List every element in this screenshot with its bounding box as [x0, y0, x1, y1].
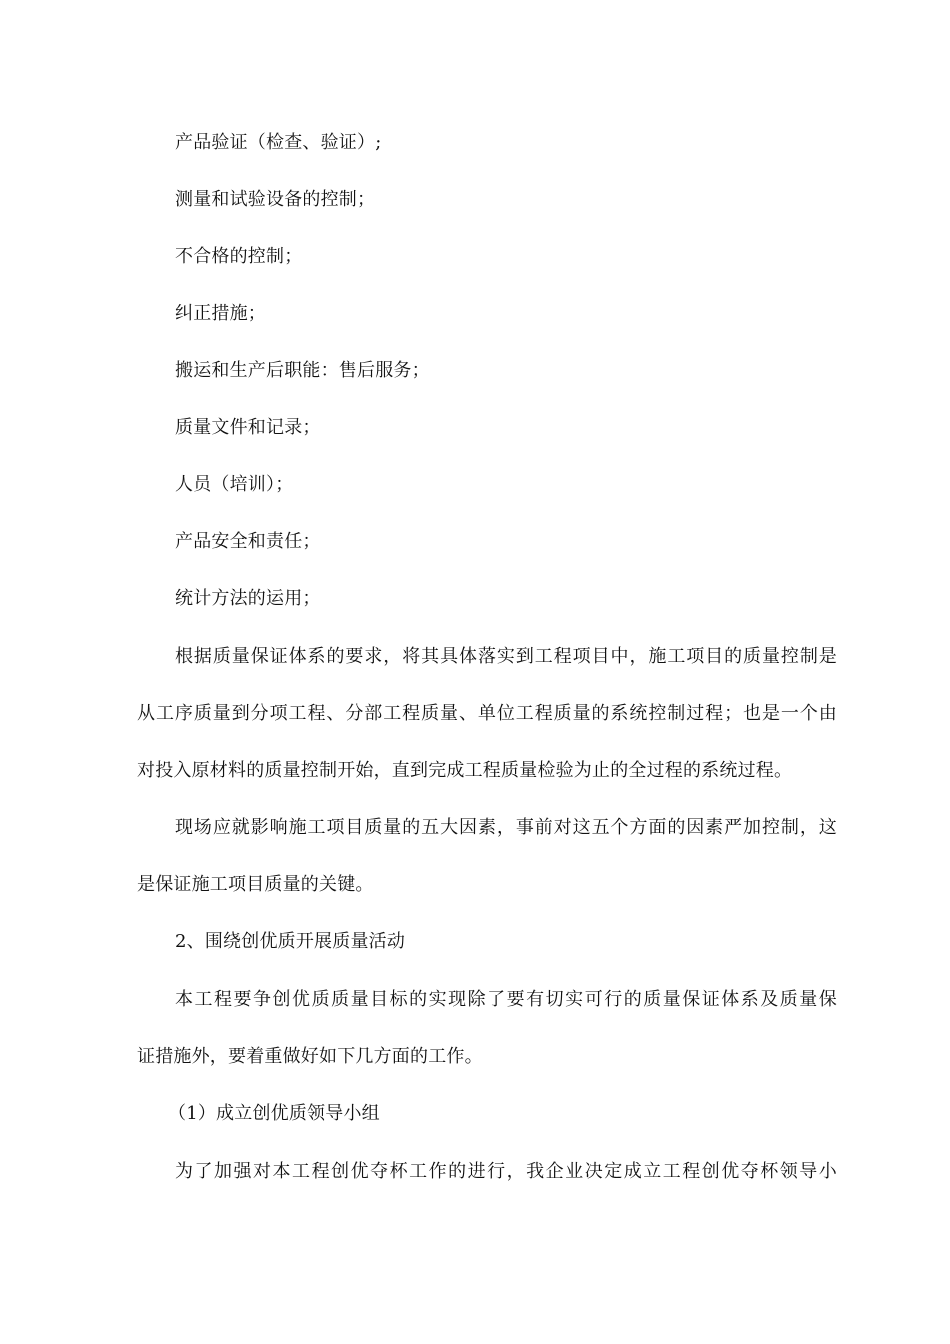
list-item: 质量文件和记录；: [175, 417, 321, 438]
list-item: 搬运和生产后职能：售后服务；: [175, 360, 430, 381]
list-item: 统计方法的运用；: [175, 588, 321, 609]
subsection-heading: （1）成立创优质领导小组: [168, 1103, 380, 1124]
paragraph-line: 证措施外，要着重做好如下几方面的工作。: [137, 1046, 483, 1067]
paragraph-line: 是保证施工项目质量的关键。: [137, 874, 374, 895]
list-item: 纠正措施；: [175, 303, 266, 324]
list-item: 测量和试验设备的控制；: [175, 189, 376, 210]
list-item: 产品安全和责任；: [175, 531, 321, 552]
list-item: 不合格的控制；: [175, 246, 303, 267]
paragraph-line: 为了加强对本工程创优夺杯工作的进行，我企业决定成立工程创优夺杯领导小: [175, 1161, 837, 1182]
paragraph-line: 本工程要争创优质质量目标的实现除了要有切实可行的质量保证体系及质量保: [175, 989, 837, 1010]
paragraph-line: 对投入原材料的质量控制开始，直到完成工程质量检验为止的全过程的系统过程。: [137, 760, 793, 781]
paragraph-line: 现场应就影响施工项目质量的五大因素，事前对这五个方面的因素严加控制，这: [175, 817, 837, 838]
list-item: 产品验证（检查、验证）;: [175, 132, 382, 153]
paragraph-line: 从工序质量到分项工程、分部工程质量、单位工程质量的系统控制过程；也是一个由: [137, 703, 837, 724]
list-item: 人员（培训）；: [175, 474, 294, 495]
paragraph-line: 根据质量保证体系的要求，将其具体落实到工程项目中，施工项目的质量控制是: [175, 646, 837, 667]
section-heading: 2、围绕创优质开展质量活动: [175, 931, 406, 952]
